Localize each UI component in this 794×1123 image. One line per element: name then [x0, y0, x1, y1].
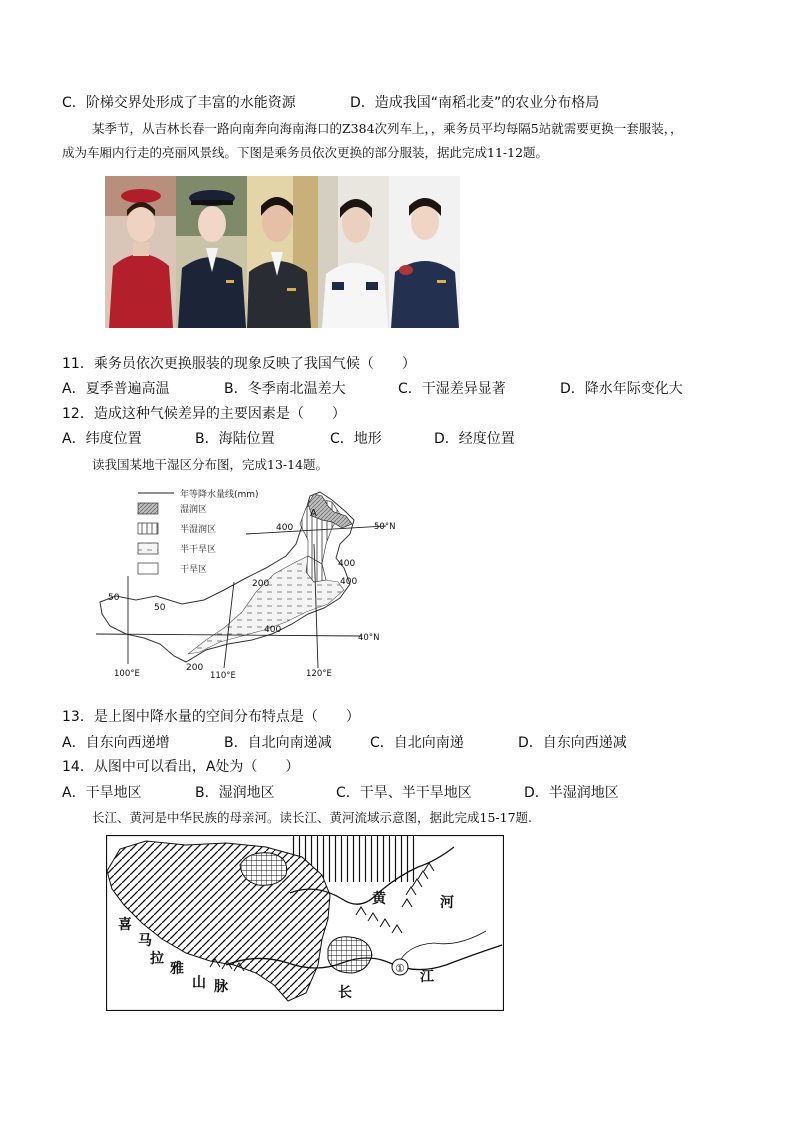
option-d-prev: D．造成我国“南稻北麦”的农业分布格局 — [350, 95, 600, 111]
q12-option-a[interactable]: A．纬度位置 — [62, 431, 142, 447]
q14-option-b[interactable]: B．湿润地区 — [195, 785, 275, 801]
photo-red-winter-coat — [105, 176, 176, 328]
q12-option-b[interactable]: B．海陆位置 — [195, 431, 275, 447]
label-50n: 50°N — [374, 522, 396, 532]
legend-semiarid: 半干旱区 — [180, 545, 217, 555]
intro-paragraph-line1: 某季节，从吉林长春一路向南奔向海南海口的Z384次列车上，，乘务员平均每隔5站就需要更换一套服装，， — [92, 121, 683, 136]
dry-wet-zone-map — [96, 484, 416, 680]
q11-option-d[interactable]: D．降水年际变化大 — [560, 381, 683, 397]
legend-isohyet: 年等降水量线(mm) — [180, 490, 259, 500]
label-a: A — [310, 508, 317, 519]
label-200-south: 200 — [186, 663, 204, 673]
label-110e: 110°E — [210, 671, 236, 680]
label-40n: 40°N — [358, 633, 380, 643]
q12-option-c[interactable]: C．地形 — [330, 431, 382, 447]
q13-option-c[interactable]: C．自北向南递 — [370, 735, 464, 751]
label-400-south: 400 — [264, 625, 282, 635]
label-400-east2: 400 — [340, 577, 358, 587]
photo-dark-uniform — [247, 176, 318, 328]
label-400-east1: 400 — [338, 559, 356, 569]
river-basin-map — [106, 835, 504, 1011]
label-chang: 长 — [338, 985, 352, 1001]
option-c-prev: C．阶梯交界处形成了丰富的水能资源 — [62, 95, 296, 111]
legend-humid: 湿润区 — [180, 505, 208, 515]
q11-option-a[interactable]: A．夏季普遍高温 — [62, 381, 170, 397]
q14-stem: 14．从图中可以看出，A处为（ ） — [62, 759, 300, 775]
photo-navy-uniform — [176, 176, 247, 328]
q14-option-c[interactable]: C．干旱、半干旱地区 — [336, 785, 472, 801]
label-he: 河 — [440, 895, 454, 911]
label-xi: 喜 — [118, 917, 132, 933]
label-huang: 黄 — [372, 891, 386, 907]
q11-stem: 11．乘务员依次更换服装的现象反映了我国气候（ ） — [62, 356, 416, 372]
label-shan: 山 — [192, 975, 206, 991]
label-ya: 雅 — [170, 961, 184, 977]
q13-option-b[interactable]: B．自北向南递减 — [224, 735, 332, 751]
label-mai: 脉 — [214, 979, 228, 995]
q12-option-d[interactable]: D．经度位置 — [434, 431, 515, 447]
label-50-mid: 50 — [154, 603, 166, 613]
intro-map1: 读我国某地干湿区分布图，完成13-14题。 — [92, 457, 329, 472]
q11-option-c[interactable]: C．干湿差异显著 — [398, 381, 506, 397]
label-120e: 120°E — [306, 669, 332, 679]
intro-paragraph-line2: 成为车厢内行走的亮丽风景线。下图是乘务员依次更换的部分服装，据此完成11-12题。 — [62, 145, 549, 160]
photo-summer-dress — [389, 176, 460, 328]
label-50-west: 50 — [108, 593, 120, 603]
q11-option-b[interactable]: B．冬季南北温差大 — [224, 381, 346, 397]
uniform-photo-strip — [105, 176, 460, 328]
q13-option-a[interactable]: A．自东向西递增 — [62, 735, 170, 751]
label-la: 拉 — [150, 951, 164, 967]
q13-stem: 13．是上图中降水量的空间分布特点是（ ） — [62, 709, 360, 725]
label-ma: 马 — [138, 933, 152, 949]
q12-stem: 12．造成这种气候差异的主要因素是（ ） — [62, 406, 346, 422]
q14-option-a[interactable]: A．干旱地区 — [62, 785, 142, 801]
legend-arid: 干旱区 — [180, 565, 208, 575]
q14-option-d[interactable]: D．半湿润地区 — [524, 785, 619, 801]
photo-white-shirt — [318, 176, 389, 328]
label-jiang: 江 — [420, 969, 434, 985]
label-200-north: 200 — [252, 579, 270, 589]
label-100e: 100°E — [114, 669, 140, 679]
intro-map2: 长江、黄河是中华民族的母亲河。读长江、黄河流域示意图，据此完成15-17题. — [92, 810, 533, 825]
label-400-north: 400 — [276, 523, 294, 533]
legend-subhumid: 半湿润区 — [180, 525, 217, 535]
q13-option-d[interactable]: D．自东向西递减 — [518, 735, 627, 751]
marker-1: ① — [395, 962, 405, 975]
